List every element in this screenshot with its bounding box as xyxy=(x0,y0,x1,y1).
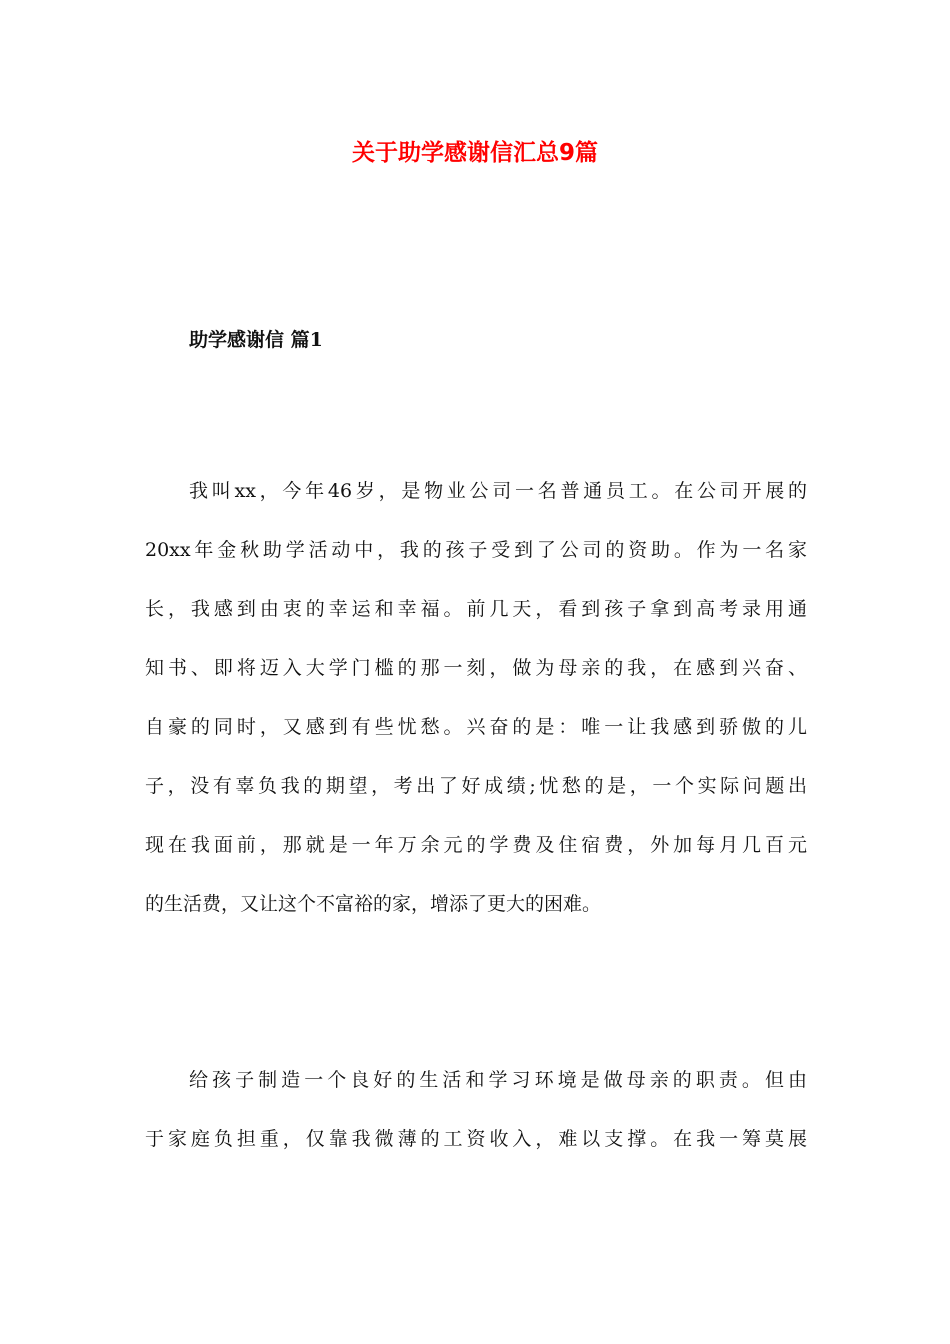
paragraph-line: 给孩子制造一个良好的生活和学习环境是做母亲的职责。但由 xyxy=(189,1069,807,1091)
paragraph-line: 20xx年金秋助学活动中，我的孩子受到了公司的资助。作为一名家 xyxy=(145,539,807,561)
paragraph-line: 知书、即将迈入大学门槛的那一刻，做为母亲的我，在感到兴奋、 xyxy=(145,657,807,679)
paragraph-line: 现在我面前，那就是一年万余元的学费及住宿费，外加每月几百元 xyxy=(145,834,807,856)
paragraph-1 xyxy=(145,462,807,934)
paragraph-line: 于家庭负担重，仅靠我微薄的工资收入，难以支撑。在我一筹莫展 xyxy=(145,1128,807,1150)
document-title: 关于助学感谢信汇总9篇 xyxy=(351,140,598,166)
paragraph-line: 的生活费，又让这个不富裕的家，增添了更大的困难。 xyxy=(145,893,602,915)
paragraph-line: 长，我感到由衷的幸运和幸福。前几天，看到孩子拿到高考录用通 xyxy=(145,598,807,620)
section-heading: 助学感谢信 篇1 xyxy=(189,329,323,351)
paragraph-line: 子，没有辜负我的期望，考出了好成绩;忧愁的是，一个实际问题出 xyxy=(145,775,807,797)
paragraph-2 xyxy=(145,1051,807,1169)
paragraph-line: 自豪的同时，又感到有些忧愁。兴奋的是：唯一让我感到骄傲的儿 xyxy=(145,716,807,738)
paragraph-line: 我叫xx，今年46岁，是物业公司一名普通员工。在公司开展的 xyxy=(189,480,807,502)
